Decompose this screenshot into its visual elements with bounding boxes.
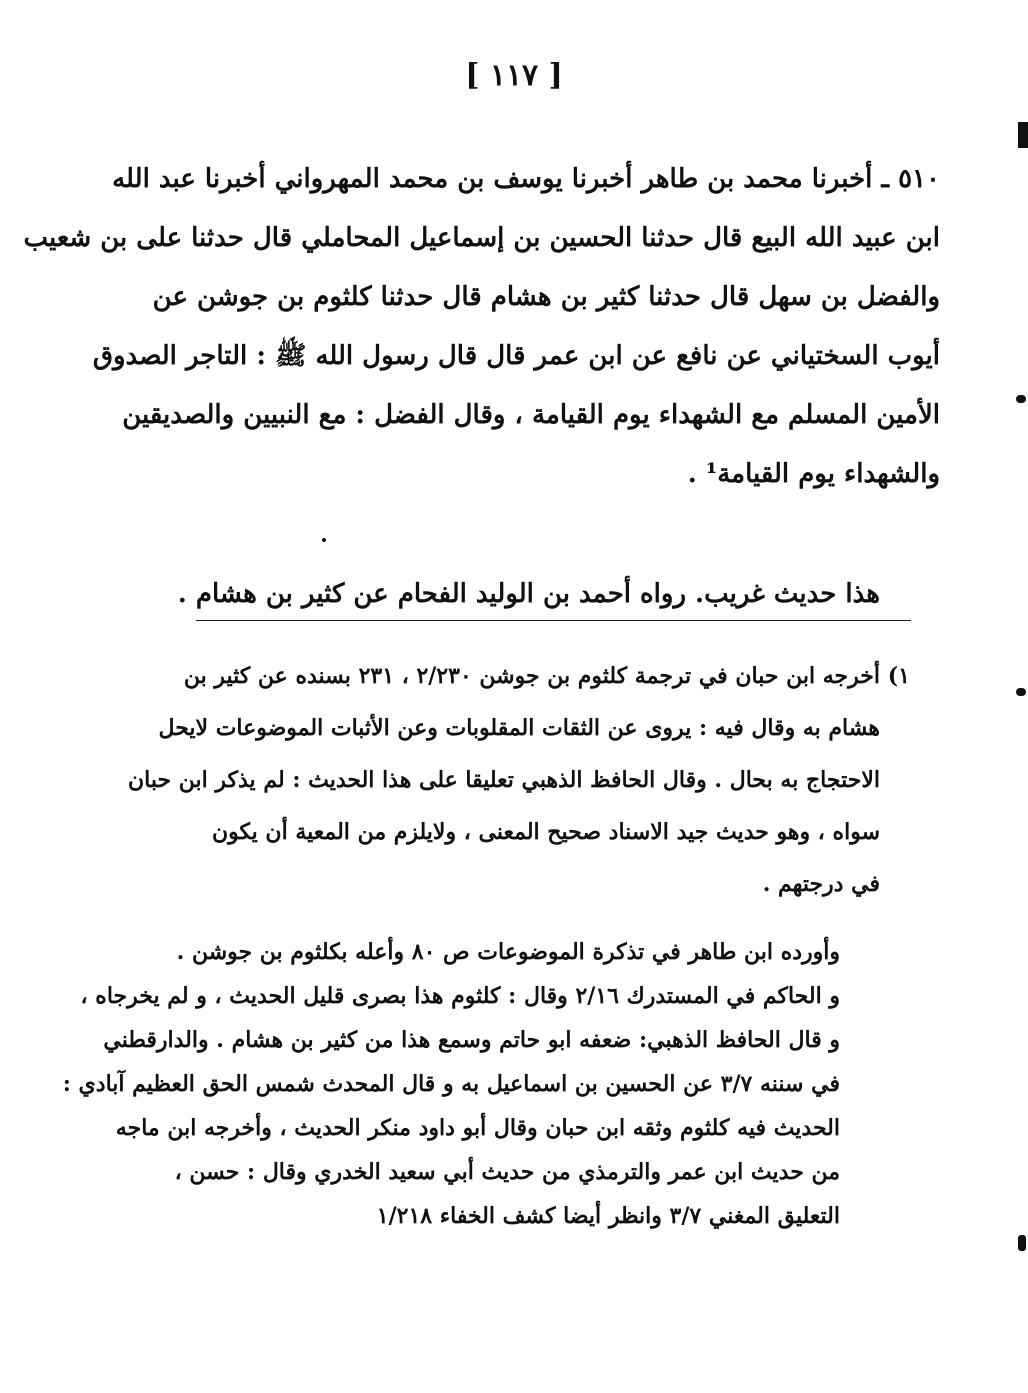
footnote-line: من حديث ابن عمر والترمذي من حديث أبي سعيد الخدري وقال : حسن ، [174,1159,840,1185]
footnote-continuation [62,930,840,1238]
hadith-line: والفضل بن سهل قال حدثنا كثير بن هشام قال حدثنا كلثوم بن جوشن عن [152,282,940,312]
scan-mark [1018,1235,1026,1251]
footnote-line: و الحاكم في المستدرك ٢/١٦ وقال : كلثوم هذا بصرى قليل الحديث ، و لم يخرجاه ، [80,983,840,1009]
footnote-line: هشام به وقال فيه : يروى عن الثقات المقلوبات وعن الأثبات الموضوعات لايحل [158,715,880,741]
footnote-line: و قال الحافظ الذهبي: ضعفه ابو حاتم وسمع هذا من كثير بن هشام . والدارقطني [103,1027,840,1053]
footnote-separator [196,620,911,621]
hadith-line: والشهداء يوم القيامة¹ . [687,459,940,489]
scan-mark [1016,395,1026,403]
hadith-line: ابن عبيد الله البيع قال حدثنا الحسين بن إسماعيل المحاملي قال حدثنا على بن شعيب [23,223,940,253]
hadith-line: الأمين المسلم مع الشهداء يوم القيامة ، وقال الفضل : مع النبيين والصديقين [122,400,940,430]
hadith-line: أيوب السختياني عن نافع عن ابن عمر قال قال رسول الله ﷺ : التاجر الصدوق [92,341,940,371]
footnote-line: أخرجه ابن حبان في ترجمة كلثوم بن جوشن ٢/٢٣٠ ، ٢٣١ بسنده عن كثير بن [183,663,880,689]
footnote-marker: ١) [887,663,910,689]
footnote-line: في درجتهم . [762,871,880,897]
scan-mark [1016,688,1026,696]
hadith-grading: هذا حديث غريب. رواه أحمد بن الوليد الفحام عن كثير بن هشام . [177,579,880,609]
footnote-line: الحديث فيه كلثوم وثقه ابن حبان وقال أبو داود منكر الحديث ، وأخرجه ابن ماجه [115,1115,840,1141]
hadith-text [23,150,940,504]
page-number: [ ١١٧ ] [465,58,563,93]
footnote-line: التعليق المغني ٣/٧ وانظر أيضا كشف الخفاء ١/٢١٨ [376,1203,840,1229]
footnote-text [128,650,880,910]
scan-mark [1018,122,1028,148]
scan-dot [322,538,326,542]
footnote-line: في سننه ٣/٧ عن الحسين بن اسماعيل به و قال المحدث شمس الحق العظيم آبادي : [62,1071,840,1097]
footnote-line: وأورده ابن طاهر في تذكرة الموضوعات ص ٨٠ وأعله بكلثوم بن جوشن . [176,939,840,965]
footnote-line: سواه ، وهو حديث جيد الاسناد صحيح المعنى ، ولايلزم من المعية أن يكون [211,819,880,845]
hadith-line: ٥١٠ ـ أخبرنا محمد بن طاهر أخبرنا يوسف بن محمد المهرواني أخبرنا عبد الله [112,164,940,194]
footnote-line: الاحتجاج به بحال . وقال الحافظ الذهبي تعليقا على هذا الحديث : لم يذكر ابن حبان [128,767,880,793]
